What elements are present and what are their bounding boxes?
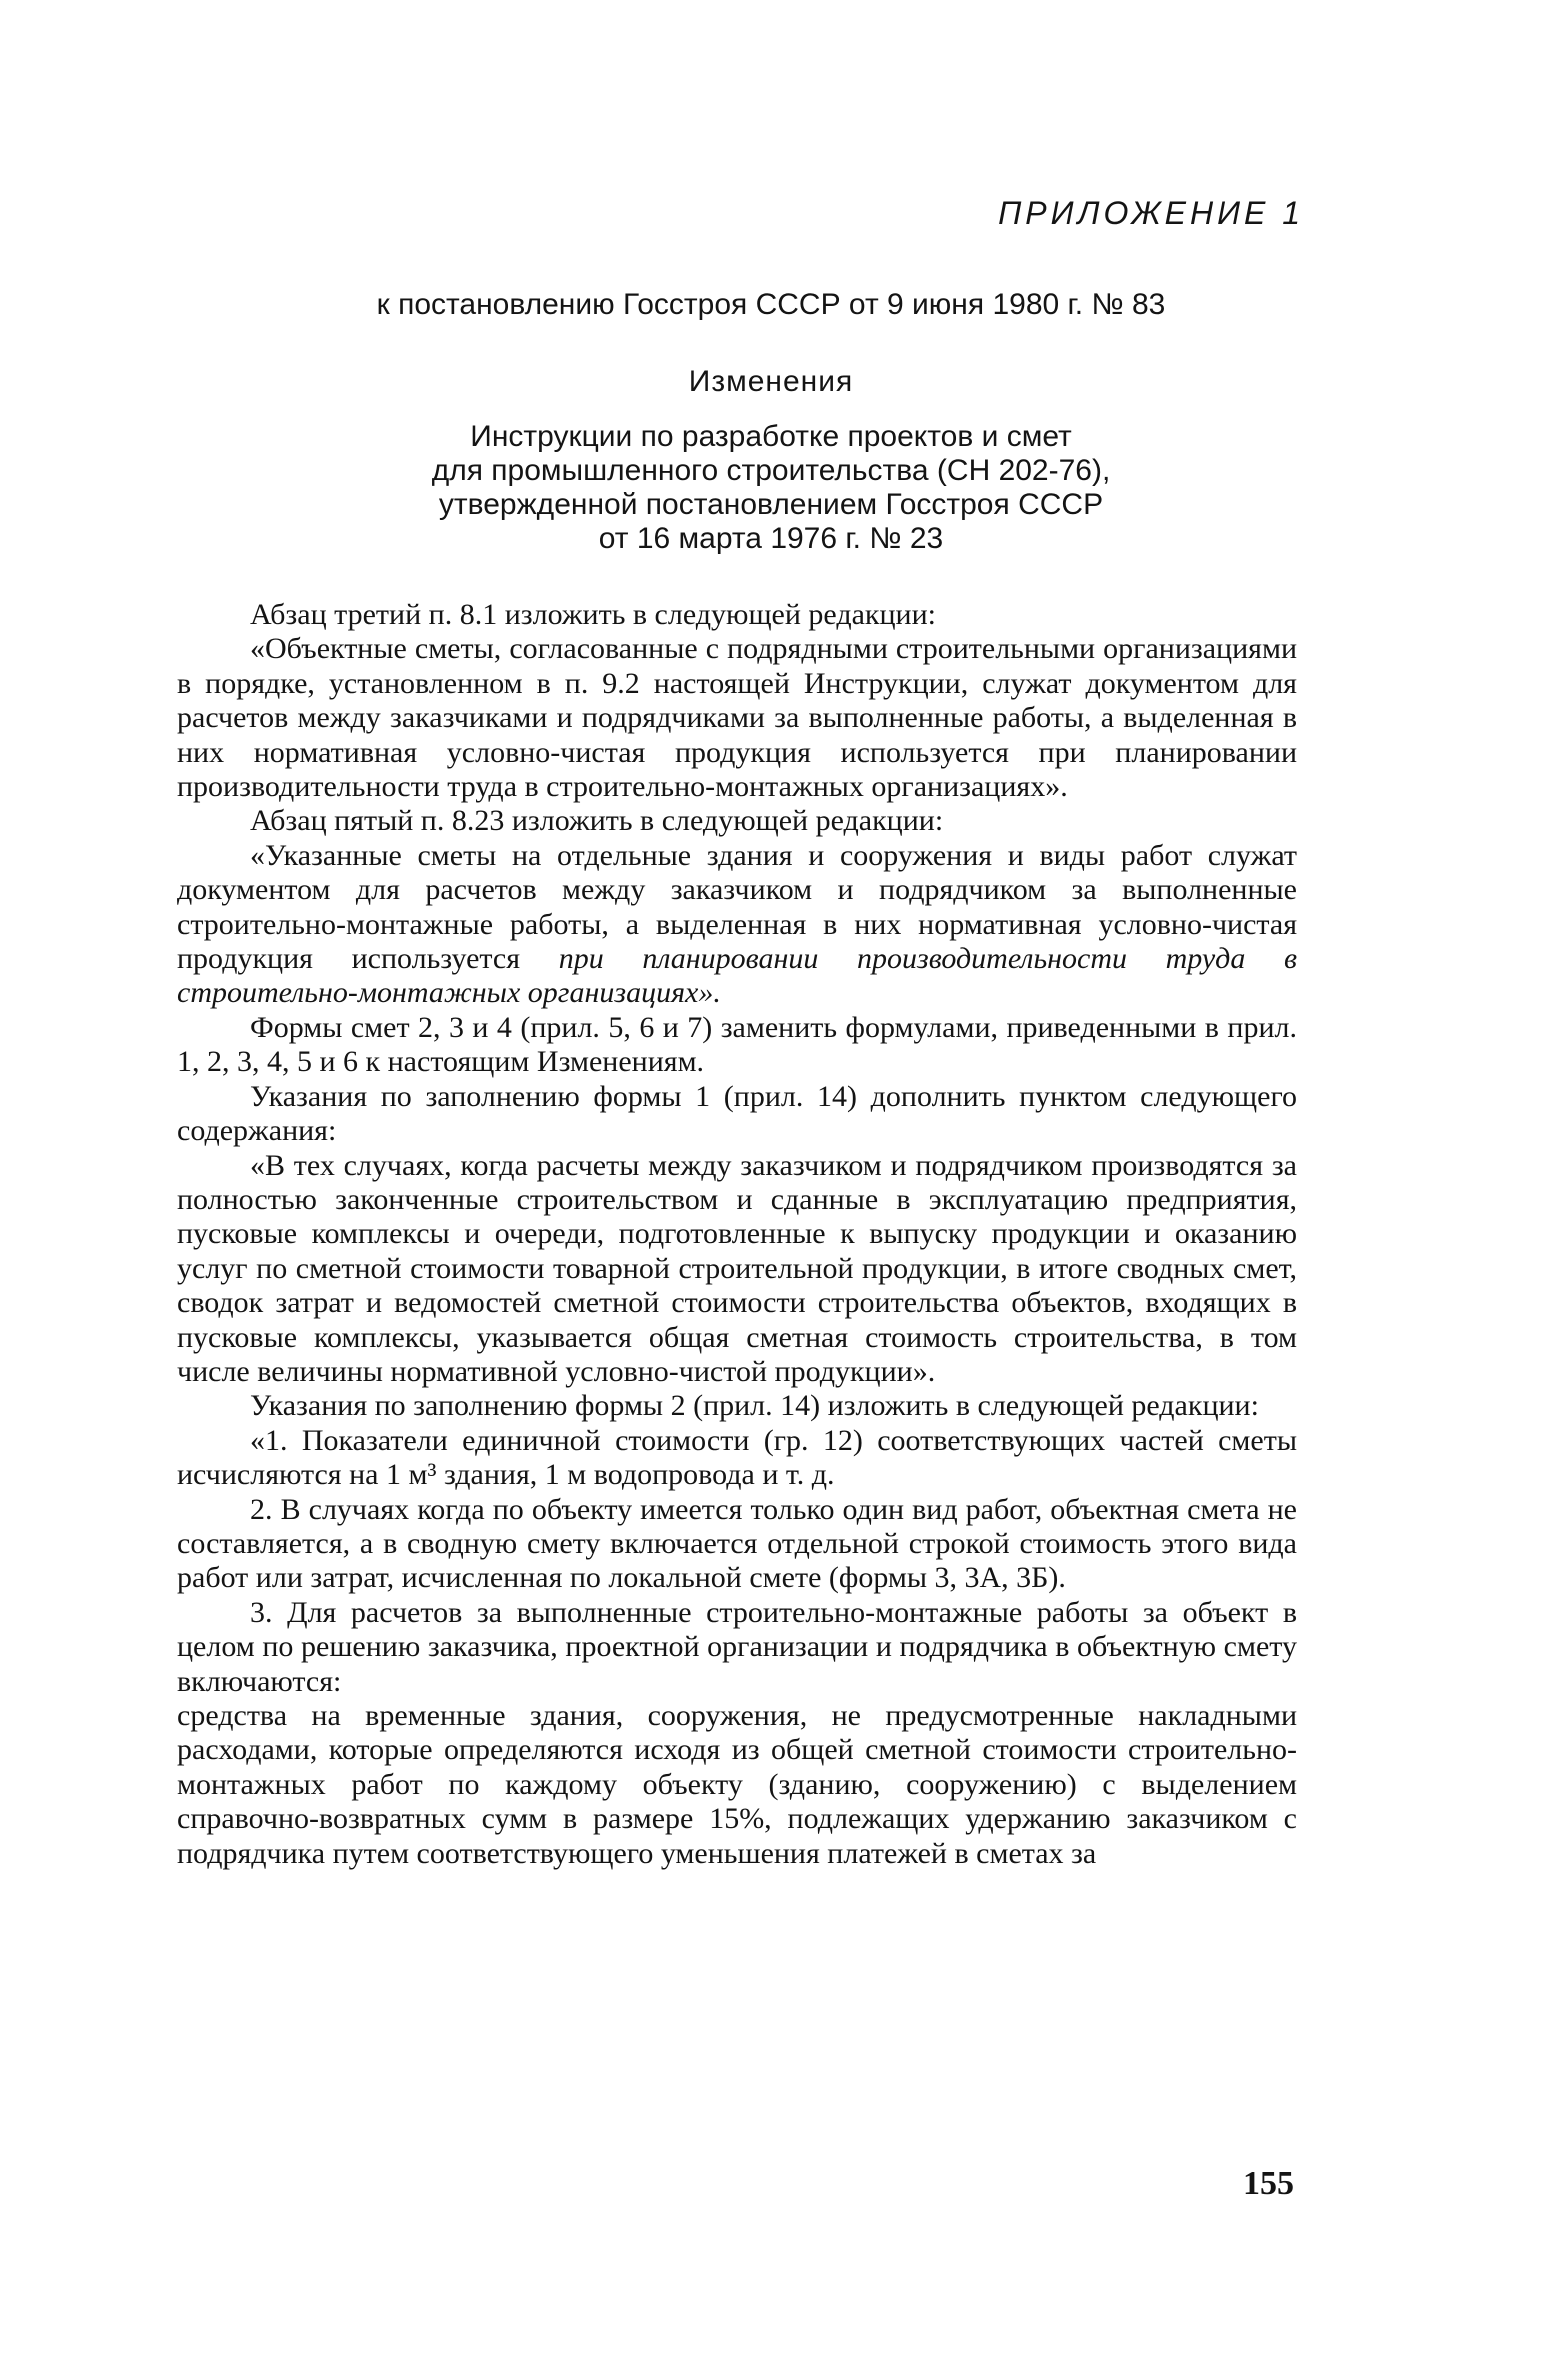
document-body [177, 598, 1297, 1871]
paragraph: «1. Показатели единичной стоимости (гр. 12) соответствующих частей сметы исчисляются на 1 м³ здания, 1 м водопровода и т. д. [177, 1423, 1297, 1492]
paragraph: 2. В случаях когда по объекту имеется только один вид работ, объектная смета не составляется, а в сводную смету включается отдельной строкой стоимость этого вида работ или затрат, исчисленная по локальной смете (формы 3, 3А, 3Б). [177, 1492, 1297, 1595]
paragraph: «Объектные сметы, согласованные с подрядными строительными организациями в порядке, установленном в п. 9.2 настоящей Инструкции, служат документом для расчетов между заказчиками и подрядчиками за выполненные работы, а выделенная в них нормативная условно-чистая продукция используется при планировании производительности труда в строительно-монтажных организациях». [177, 632, 1297, 804]
decree-reference: к постановлению Госстроя СССР от 9 июня 1980 г. № 83 [376, 288, 1166, 321]
instruction-line: Инструкции по разработке проектов и смет [470, 420, 1072, 453]
appendix-label: ПРИЛОЖЕНИЕ 1 [998, 195, 1304, 231]
paragraph: Абзац пятый п. 8.23 изложить в следующей редакции: [250, 804, 944, 838]
paragraph: Указания по заполнению формы 1 (прил. 14) дополнить пунктом следующего содержания: [177, 1079, 1297, 1148]
paragraph: 3. Для расчетов за выполненные строительно-монтажные работы за объект в целом по решению заказчика, проектной организации и подрядчика в объектную смету включаются: [177, 1595, 1297, 1698]
paragraph: Абзац третий п. 8.1 изложить в следующей редакции: [250, 598, 936, 631]
paragraph: Формы смет 2, 3 и 4 (прил. 5, 6 и 7) заменить формулами, приведенными в прил. 1, 2, 3, 4, 5 и 6 к настоящим Изменениям. [177, 1010, 1297, 1079]
page-number: 155 [1243, 2165, 1294, 2202]
document-title: Изменения [688, 365, 854, 398]
paragraph-text: «Указанные сметы на отдельные здания и сооружения и виды работ служат документом для расчетов между заказчиком и подрядчиком за выполненные строительно-монтажные работы, а выделенная в них нормативная условно-чистая продукция используется [177, 838, 1297, 976]
instruction-heading [0, 420, 1542, 556]
paragraph [177, 839, 1297, 1011]
paragraph: Указания по заполнению формы 2 (прил. 14) изложить в следующей редакции: [250, 1389, 1259, 1423]
instruction-line: для промышленного строительства (СН 202-76), [431, 454, 1111, 487]
paragraph-text-italic: при планировании производительности труда в строительно-монтажных организациях». [177, 942, 1298, 1010]
paragraph: «В тех случаях, когда расчеты между заказчиком и подрядчиком производятся за полностью законченные строительством и сданные в эксплуатацию предприятия, пусковые комплексы и очереди, подготовленные к выпуску продукции и оказанию услуг по сметной стоимости товарной строительной продукции, в итоге сводных смет, сводок затрат и ведомостей сметной стоимости строительства объектов, входящих в пусковые комплексы, указывается общая сметная стоимость строительства, в том числе величины нормативной условно-чистой продукции». [177, 1148, 1297, 1388]
instruction-line: от 16 марта 1976 г. № 23 [598, 522, 944, 555]
instruction-line: утвержденной постановлением Госстроя СССР [438, 488, 1104, 521]
paragraph: средства на временные здания, сооружения, не предусмотренные накладными расходами, которые определяются исходя из общей сметной стоимости строительно-монтажных работ по каждому объекту (зданию, сооружению) с выделением справочно-возвратных сумм в размере 15%, подлежащих удержанию заказчиком с подрядчика путем соответствующего уменьшения платежей в сметах за [177, 1699, 1297, 1870]
